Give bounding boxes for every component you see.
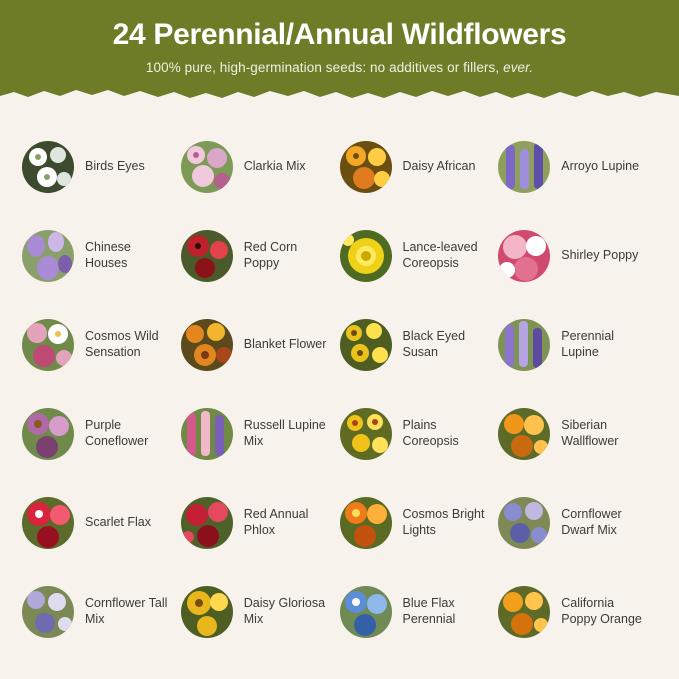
list-item[interactable] <box>340 211 499 300</box>
list-item[interactable] <box>22 478 181 567</box>
flower-thumbnail-icon <box>340 230 392 282</box>
list-item[interactable] <box>22 122 181 211</box>
flower-name: Birds Eyes <box>85 158 145 173</box>
flower-name: Blanket Flower <box>243 336 327 351</box>
flower-name: Red Corn Poppy <box>243 240 298 270</box>
flower-name: California Poppy Orange <box>561 596 642 626</box>
flower-thumbnail-icon <box>181 408 233 460</box>
list-item[interactable] <box>181 211 340 300</box>
page-title: 24 Perennial/Annual Wildflowers <box>112 18 567 51</box>
flower-thumbnail-icon <box>181 497 233 549</box>
list-item[interactable] <box>22 300 181 389</box>
flower-name: Russell Lupine Mix <box>243 418 326 448</box>
flower-thumbnail-icon <box>498 586 550 638</box>
flower-thumbnail-icon <box>498 497 550 549</box>
flower-thumbnail-icon <box>181 319 233 371</box>
flower-thumbnail-icon <box>22 319 74 371</box>
flower-thumbnail-icon <box>181 230 233 282</box>
list-item[interactable] <box>498 567 657 656</box>
flower-name: Chinese Houses <box>85 240 131 270</box>
flower-name: Cornflower Tall Mix <box>85 596 168 626</box>
flower-name: Siberian Wallflower <box>561 418 619 448</box>
list-item[interactable] <box>498 211 657 300</box>
list-item[interactable] <box>498 122 657 211</box>
flower-name: Daisy Gloriosa Mix <box>243 596 326 626</box>
flower-name: Red Annual Phlox <box>243 507 309 537</box>
flower-grid <box>0 112 679 656</box>
list-item[interactable] <box>340 389 499 478</box>
header-subtitle-plain: 100% pure, high-germination seeds: no additives or fillers, <box>145 59 504 75</box>
flower-thumbnail-icon <box>340 408 392 460</box>
flower-name: Clarkia Mix <box>243 158 306 173</box>
flower-name: Blue Flax Perennial <box>402 596 456 626</box>
list-item[interactable] <box>498 478 657 567</box>
flower-name: Lance-leaved Coreopsis <box>402 240 478 270</box>
flower-thumbnail-icon <box>22 230 74 282</box>
flower-name: Perennial Lupine <box>561 329 615 359</box>
list-item[interactable] <box>181 300 340 389</box>
flower-thumbnail-icon <box>22 141 74 193</box>
list-item[interactable] <box>340 122 499 211</box>
flower-name: Scarlet Flax <box>85 514 151 529</box>
flower-thumbnail-icon <box>340 497 392 549</box>
flower-thumbnail-icon <box>498 141 550 193</box>
flower-name: Shirley Poppy <box>561 247 639 262</box>
list-item[interactable] <box>340 300 499 389</box>
flower-name: Cornflower Dwarf Mix <box>561 507 622 537</box>
list-item[interactable] <box>181 567 340 656</box>
list-item[interactable] <box>340 478 499 567</box>
torn-paper-edge-icon <box>0 83 679 104</box>
list-item[interactable] <box>181 122 340 211</box>
header-subtitle <box>0 60 679 75</box>
list-item[interactable] <box>181 478 340 567</box>
flower-thumbnail-icon <box>22 586 74 638</box>
flower-thumbnail-icon <box>181 141 233 193</box>
flower-thumbnail-icon <box>498 319 550 371</box>
flower-thumbnail-icon <box>22 408 74 460</box>
flower-name: Cosmos Bright Lights <box>402 507 485 537</box>
flower-thumbnail-icon <box>498 230 550 282</box>
flower-thumbnail-icon <box>22 497 74 549</box>
flower-name: Plains Coreopsis <box>402 418 459 448</box>
list-item[interactable] <box>181 389 340 478</box>
flower-name: Black Eyed Susan <box>402 329 466 359</box>
list-item[interactable] <box>498 389 657 478</box>
flower-thumbnail-icon <box>181 586 233 638</box>
header-banner <box>0 0 679 104</box>
list-item[interactable] <box>22 389 181 478</box>
list-item[interactable] <box>22 567 181 656</box>
flower-thumbnail-icon <box>340 319 392 371</box>
flower-thumbnail-icon <box>498 408 550 460</box>
flower-name: Purple Coneflower <box>85 418 149 448</box>
list-item[interactable] <box>22 211 181 300</box>
flower-thumbnail-icon <box>340 141 392 193</box>
header-subtitle-emphasis: ever. <box>503 59 534 75</box>
list-item[interactable] <box>340 567 499 656</box>
flower-name: Daisy African <box>402 158 476 173</box>
flower-name: Arroyo Lupine <box>561 158 640 173</box>
list-item[interactable] <box>498 300 657 389</box>
flower-name: Cosmos Wild Sensation <box>85 329 159 359</box>
flower-thumbnail-icon <box>340 586 392 638</box>
